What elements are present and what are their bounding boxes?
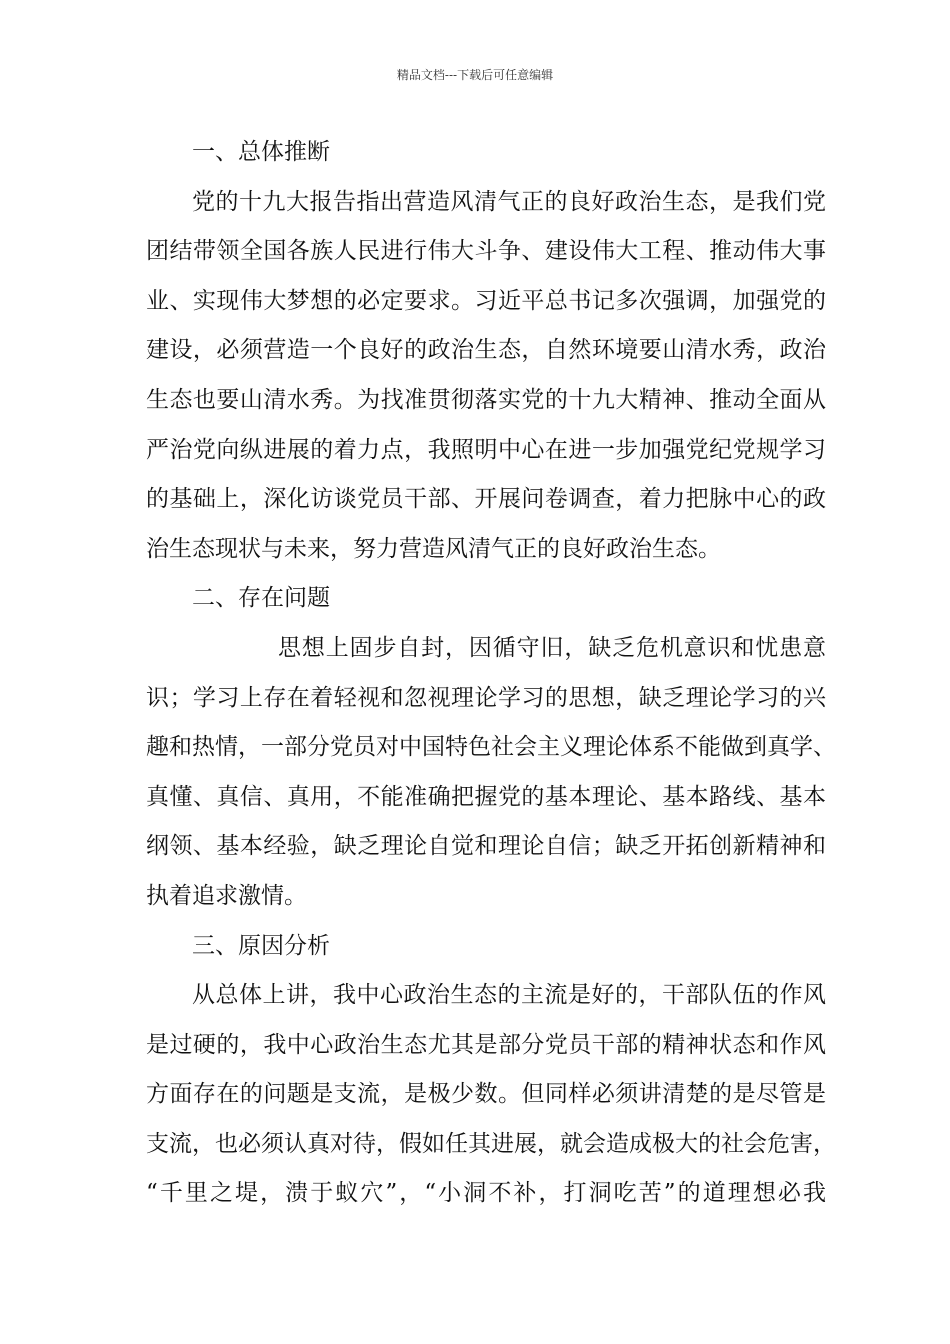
paragraph-line: 纲领、基本经验，缺乏理论自觉和理论自信；缺乏开拓创新精神和	[146, 833, 826, 860]
paragraph-line: 的基础上，深化访谈党员干部、开展问卷调查，着力把脉中心的政	[146, 486, 826, 513]
page-header: 精品文档---下载后可任意编辑	[396, 68, 554, 82]
paragraph-line: 趣和热情，一部分党员对中国特色社会主义理论体系不能做到真学、	[146, 734, 836, 761]
paragraph-line: 真懂、真信、真用，不能准确把握党的基本理论、基本路线、基本	[146, 783, 826, 810]
paragraph-line: 建设，必须营造一个良好的政治生态，自然环境要山清水秀，政治	[146, 337, 826, 364]
paragraph-line: 党的十九大报告指出营造风清气正的良好政治生态，是我们党	[192, 188, 826, 215]
paragraph-line: 生态也要山清水秀。为找准贯彻落实党的十九大精神、推动全面从	[146, 386, 826, 413]
paragraph-line: 从总体上讲，我中心政治生态的主流是好的，干部队伍的作风	[192, 982, 826, 1009]
paragraph-line: 严治党向纵进展的着力点，我照明中心在进一步加强党纪党规学习	[146, 436, 826, 463]
section-heading: 一、总体推断	[192, 139, 330, 165]
section-heading: 三、原因分析	[192, 932, 330, 959]
document-body	[146, 128, 836, 1219]
paragraph-line: “千里之堤，溃于蚁穴”，“小洞不补，打洞吃苦”的道理想必我	[146, 1180, 826, 1207]
paragraph-line: 执着追求激情。	[146, 882, 307, 909]
paragraph-line: 思想上固步自封，因循守旧，缺乏危机意识和忧患意	[278, 634, 826, 661]
paragraph-line: 治生态现状与未来，努力营造风清气正的良好政治生态。	[146, 535, 721, 562]
paragraph-line: 业、实现伟大梦想的必定要求。习近平总书记多次强调，加强党的	[146, 287, 826, 314]
paragraph-line: 方面存在的问题是支流，是极少数。但同样必须讲清楚的是尽管是	[146, 1081, 826, 1108]
paragraph-line: 识；学习上存在着轻视和忽视理论学习的思想，缺乏理论学习的兴	[146, 684, 826, 711]
paragraph-line: 是过硬的，我中心政治生态尤其是部分党员干部的精神状态和作风	[146, 1031, 826, 1058]
section-heading: 二、存在问题	[192, 585, 330, 612]
paragraph-line: 团结带领全国各族人民进行伟大斗争、建设伟大工程、推动伟大事	[146, 238, 826, 265]
paragraph-line: 支流，也必须认真对待，假如任其进展，就会造成极大的社会危害，	[146, 1130, 836, 1157]
